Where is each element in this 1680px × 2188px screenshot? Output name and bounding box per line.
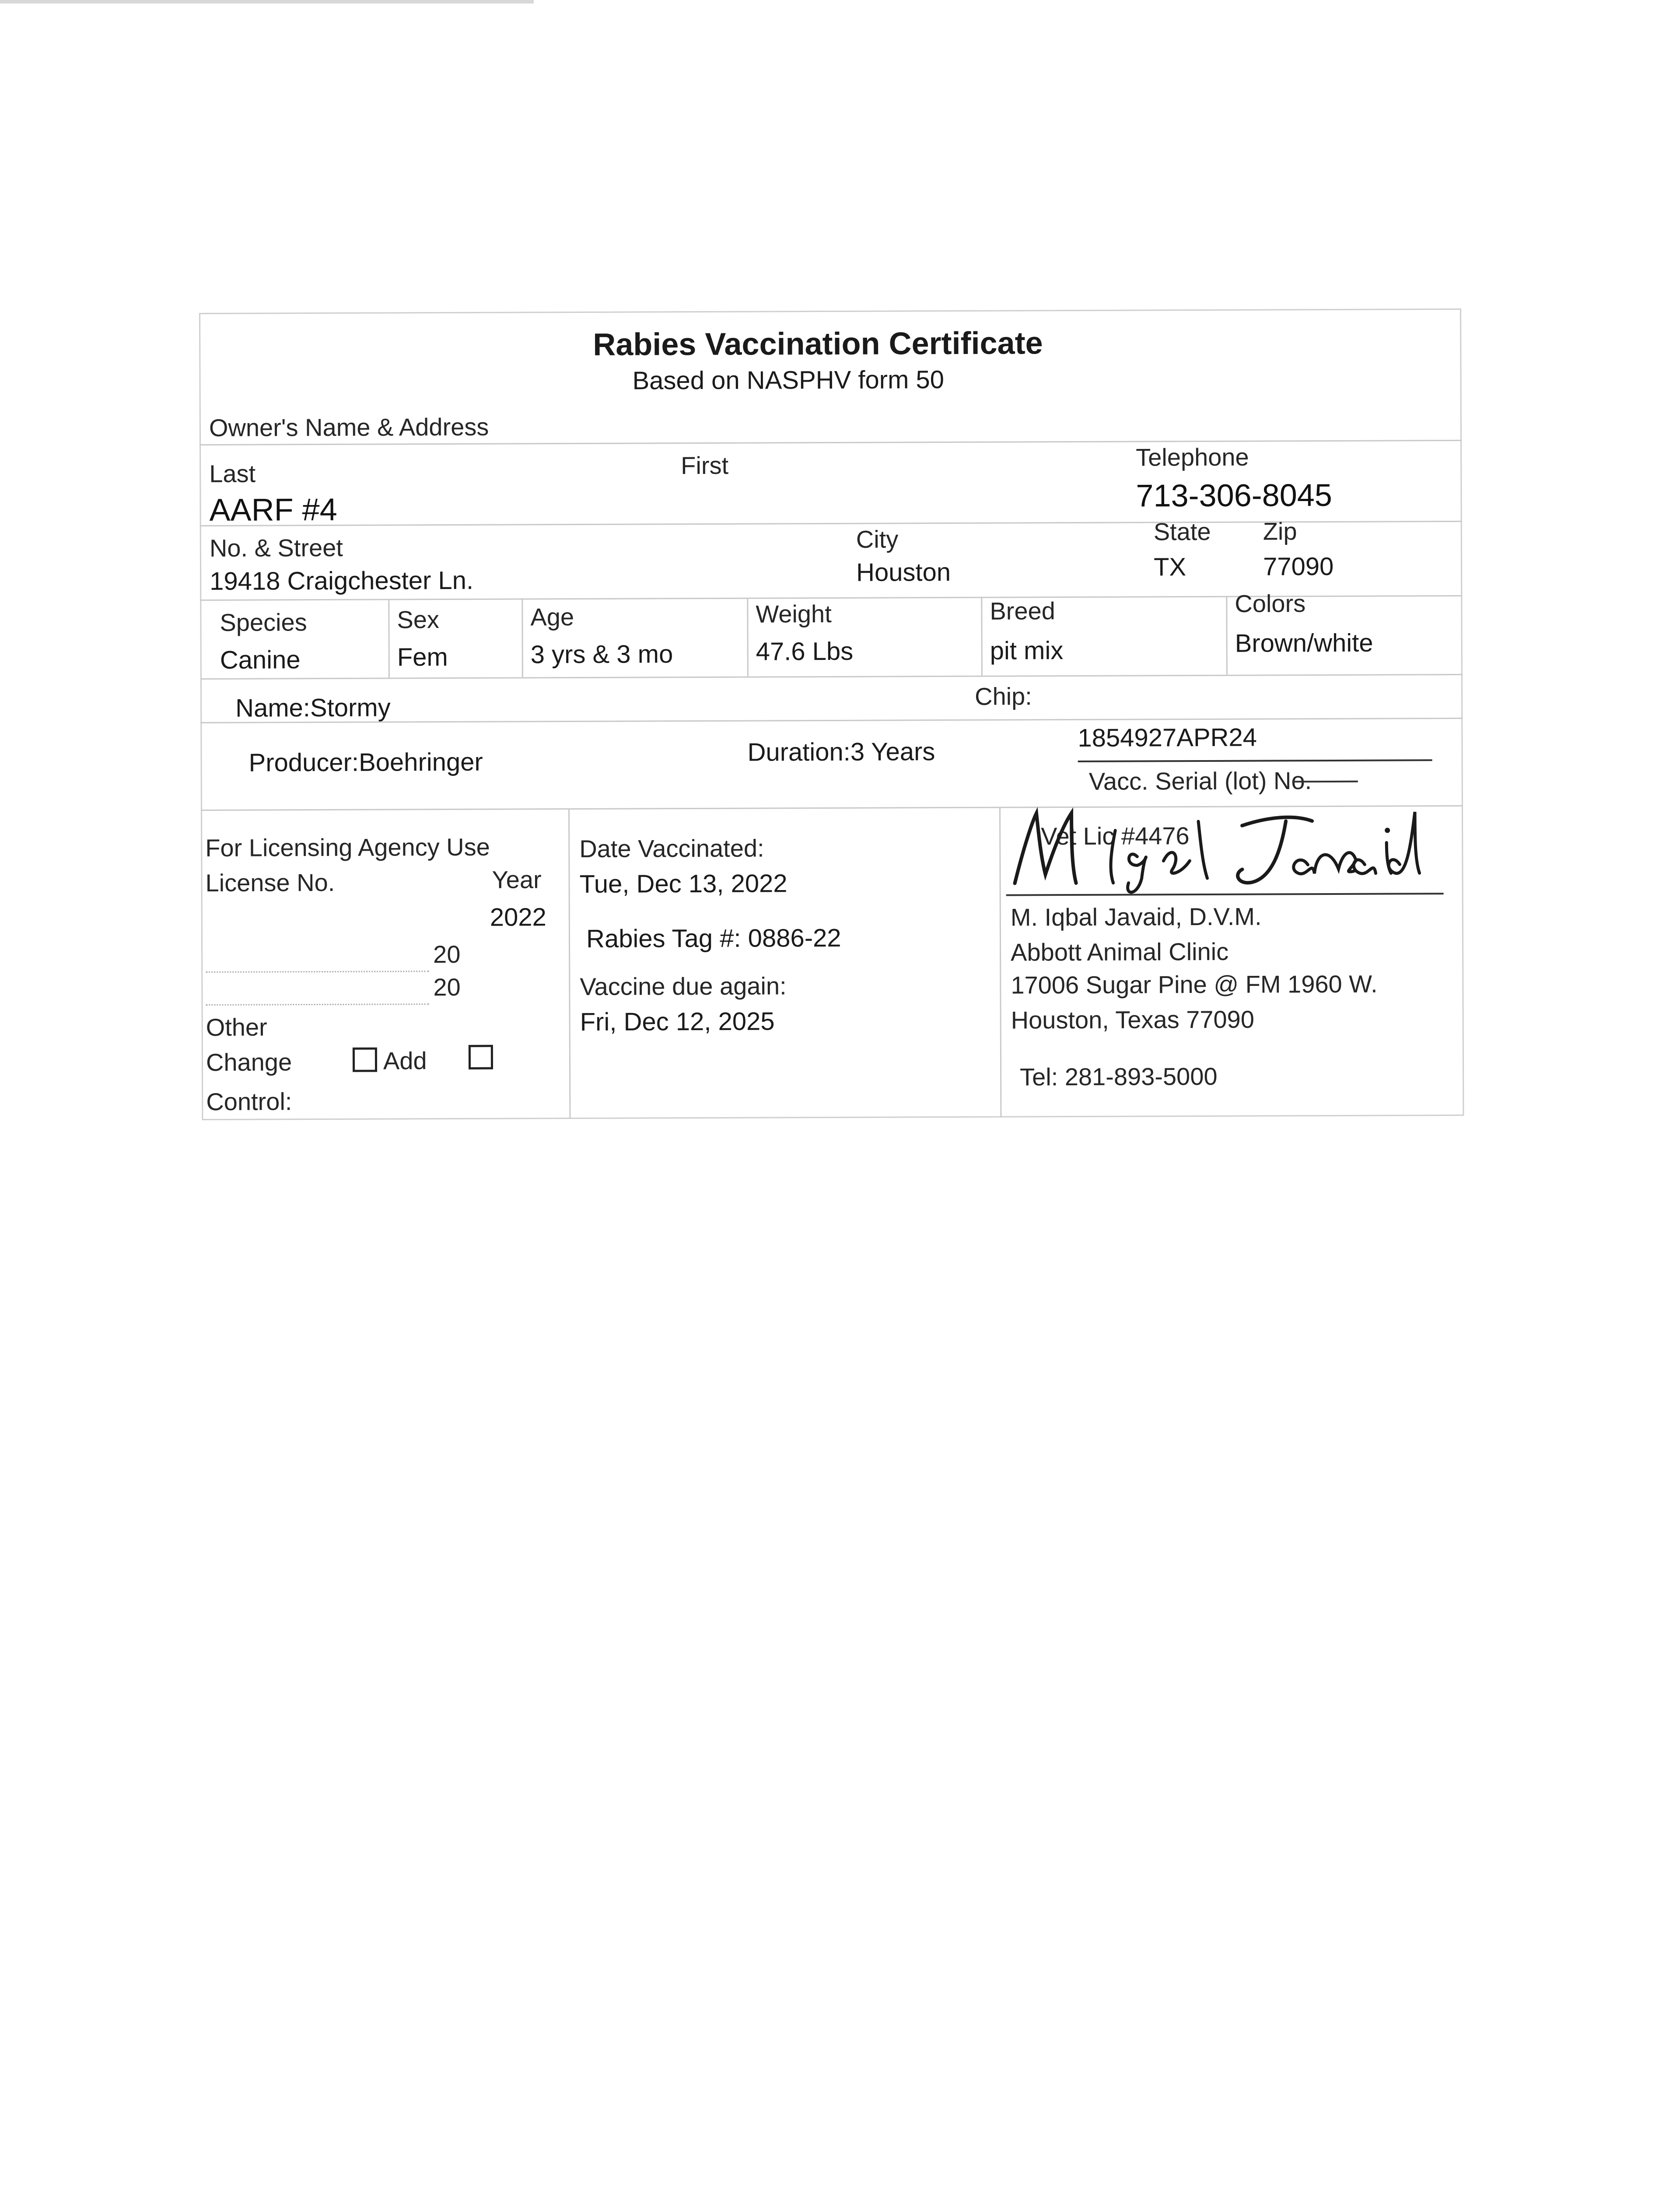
city-value: Houston [856, 558, 951, 587]
sex-label: Sex [397, 606, 440, 634]
scan-edge-line [0, 0, 534, 4]
change-label: Change [206, 1048, 292, 1076]
telephone-value: 713-306-8045 [1136, 477, 1333, 514]
last-name-value: AARF #4 [209, 492, 337, 528]
vaccine-due-label: Vaccine due again: [580, 972, 787, 1000]
year-prefix-1: 20 [433, 940, 461, 968]
producer: Producer:Boehringer [248, 747, 483, 777]
rabies-certificate [199, 309, 1464, 1120]
first-name-label: First [681, 451, 729, 480]
breed-value: pit mix [990, 636, 1064, 665]
change-checkbox[interactable] [353, 1048, 377, 1072]
zip-label: Zip [1263, 517, 1297, 545]
control-label: Control: [206, 1087, 292, 1115]
rabies-tag-number: Rabies Tag #: 0886-22 [586, 923, 841, 953]
serial-label-strike [1292, 781, 1358, 783]
age-value: 3 yrs & 3 mo [530, 640, 673, 669]
telephone-label: Telephone [1136, 443, 1249, 471]
last-name-label: Last [209, 459, 256, 487]
certificate-title: Rabies Vaccination Certificate [593, 326, 1043, 362]
vet-signature [1006, 794, 1435, 901]
date-vaccinated-value: Tue, Dec 13, 2022 [579, 869, 788, 898]
add-label: Add [383, 1047, 427, 1075]
colors-label: Colors [1235, 589, 1306, 617]
divider-species-sex [388, 599, 390, 677]
colors-value: Brown/white [1235, 628, 1373, 658]
certificate-subtitle: Based on NASPHV form 50 [632, 365, 945, 395]
year-prefix-2: 20 [433, 973, 461, 1001]
divider-age-weight [747, 598, 749, 677]
vaccine-serial-label: Vacc. Serial (lot) No. [1088, 767, 1312, 795]
breed-label: Breed [990, 597, 1055, 625]
zip-value: 77090 [1263, 552, 1334, 581]
vaccine-serial-value: 1854927APR24 [1078, 723, 1257, 752]
species-label: Species [220, 608, 307, 636]
vet-license-number: Vet Lic #4476 [1041, 822, 1190, 850]
weight-value: 47.6 Lbs [756, 637, 854, 666]
clinic-address-line-1: 17006 Sugar Pine @ FM 1960 W. [1011, 970, 1378, 999]
clinic-name: Abbott Animal Clinic [1011, 937, 1229, 966]
state-value: TX [1153, 553, 1186, 582]
year-value: 2022 [490, 903, 546, 932]
date-vaccinated-label: Date Vaccinated: [579, 834, 764, 863]
divider-sex-age [522, 598, 523, 677]
vaccine-due-value: Fri, Dec 12, 2025 [580, 1007, 775, 1036]
other-label: Other [206, 1013, 267, 1041]
clinic-address-line-2: Houston, Texas 77090 [1011, 1005, 1255, 1034]
vet-name: M. Iqbal Javaid, D.V.M. [1010, 902, 1262, 931]
city-label: City [856, 525, 899, 553]
sex-value: Fem [397, 643, 448, 672]
clinic-telephone: Tel: 281-893-5000 [1019, 1062, 1218, 1091]
chip-label: Chip: [974, 682, 1032, 710]
pet-name: Name:Stormy [235, 693, 391, 722]
weight-label: Weight [756, 600, 832, 628]
divider-breed-colors [1226, 596, 1228, 675]
divider-weight-breed [981, 597, 983, 676]
state-label: State [1153, 517, 1211, 546]
year-label: Year [492, 866, 542, 894]
street-value: 19418 Craigchester Ln. [210, 566, 474, 596]
owner-section-label: Owner's Name & Address [209, 413, 489, 442]
age-label: Age [530, 603, 574, 631]
licensing-agency-label: For Licensing Agency Use [205, 833, 490, 862]
add-checkbox[interactable] [469, 1045, 493, 1069]
street-label: No. & Street [209, 533, 343, 562]
license-number-label: License No. [205, 868, 335, 897]
duration: Duration:3 Years [747, 737, 935, 767]
species-value: Canine [220, 645, 301, 674]
